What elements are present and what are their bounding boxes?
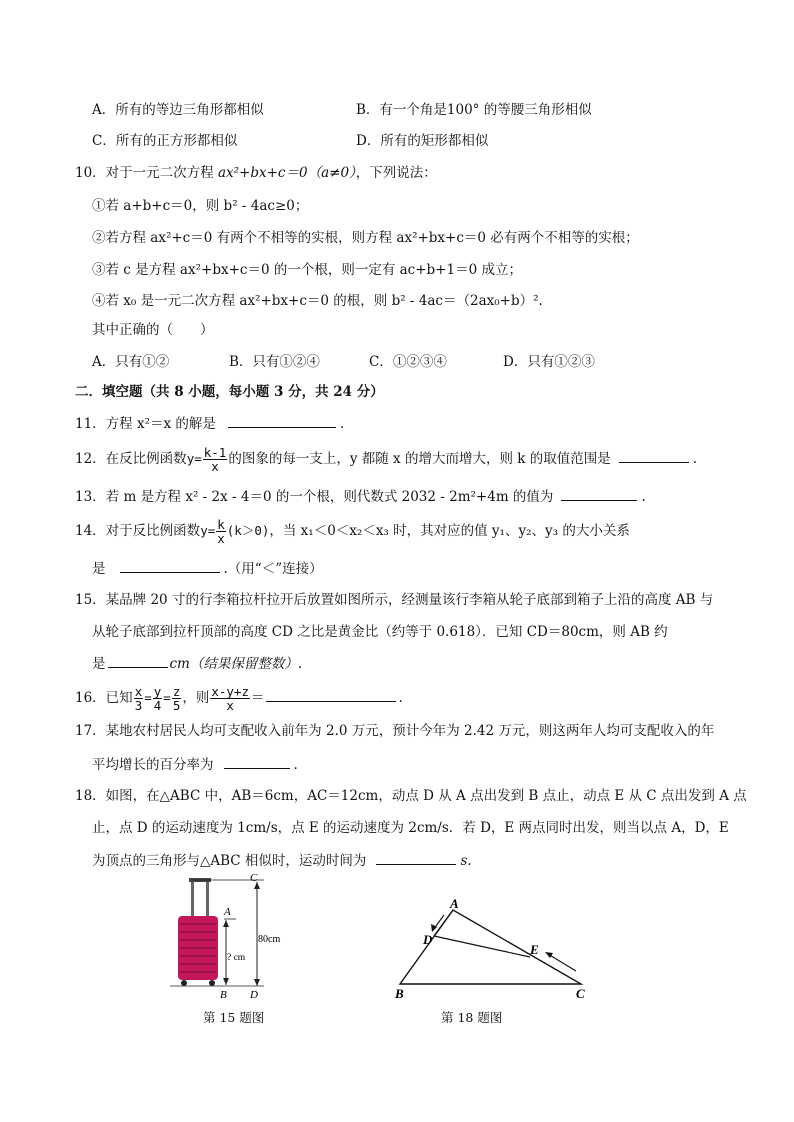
- q14-fraction: [216, 518, 226, 545]
- q12-text-post: 的图象的每一支上，y 都随 x 的增大而增大，则 k 的取值范围是: [228, 451, 611, 467]
- q10-option-c: C．①②③④: [369, 354, 447, 370]
- q14-line2-pre: 是: [92, 561, 106, 577]
- label-d: D: [250, 989, 258, 1001]
- q10-stem-eq: ax²+bx+c＝0（a≠0）: [217, 165, 356, 181]
- q10-ask: 其中正确的（ ）: [92, 322, 214, 338]
- q14-fraction-num: k: [217, 517, 225, 532]
- q12-answer-blank[interactable]: [619, 448, 689, 463]
- suitcase-wheel-left: [181, 980, 187, 986]
- q10-statement-3: ③若 c 是方程 ax²+bx+c＝0 的一个根，则一定有 ac+b+1＝0 成立；: [92, 262, 522, 278]
- q15-answer-blank[interactable]: [108, 653, 168, 668]
- triangle-abc: [400, 910, 581, 984]
- q15-line3-pre: 是: [92, 656, 106, 672]
- q15-line-1: 15．某品牌 20 寸的行李箱拉杆拉开后放置如图所示，经测量该行李箱从轮子底部到箱子上沿的高度 AB 与: [75, 592, 714, 608]
- q14-text-pre: 14．对于反比例函数: [75, 523, 201, 539]
- q14-line-1: [75, 514, 630, 548]
- label-b: B: [220, 989, 227, 1001]
- q14-answer-blank[interactable]: [120, 558, 220, 573]
- q12-fraction-num: k-1: [203, 445, 227, 460]
- q16-equals: ＝: [250, 690, 265, 706]
- q16-text-pre: 16．已知: [75, 690, 133, 706]
- q12-fraction-den: x: [211, 459, 219, 474]
- q12-fraction-lhs: y=: [186, 451, 202, 466]
- q18-line-1: 18．如图，在△ABC 中，AB＝6cm，AC＝12cm，动点 D 从 A 点出发到 B 点止，动点 E 从 C 点出发到 A 点: [75, 788, 747, 804]
- q10-option-d: D．只有①②③: [503, 354, 595, 370]
- q17-line-2: [92, 754, 298, 775]
- q16: 16．已知 $\frac{x}{3}$ = $\frac{y}{4}$ = $\frac{z}{5}$ ，则 $\frac{x-y+z}{x}$ ＝ .: [75, 684, 403, 713]
- q10-stem-post: ，下列说法：: [355, 165, 437, 181]
- label-c: C: [250, 872, 258, 884]
- arrow-e-shaft: [548, 954, 576, 971]
- arrow-e-head: [545, 952, 553, 958]
- q12-end: .: [692, 451, 698, 467]
- q9-option-b: B．有一个角是100° 的等腰三角形相似: [356, 102, 592, 118]
- label-c: C: [576, 986, 585, 1001]
- figure-18-triangle-diagram: [388, 898, 598, 1003]
- label-80cm: 80cm: [258, 934, 281, 945]
- q9-option-c: C．所有的正方形都相似: [92, 133, 238, 149]
- q16-frac-expression: [210, 685, 250, 712]
- q16-frac-z5-den: 5: [172, 698, 181, 713]
- q13-text: 13．若 m 是方程 x² - 2x - 4＝0 的一个根，则代数式 2032 - 2m²+4m 的值为: [75, 489, 554, 505]
- q16-frac-y4: [153, 685, 163, 712]
- q18-line3-post: s.: [460, 853, 472, 869]
- figure-18-caption: 第 18 题图: [441, 1010, 503, 1025]
- q14-line2-post: .（用“＜”连接）: [223, 561, 323, 577]
- q14-fraction-den: x: [217, 531, 225, 546]
- q17-line2-pre: 平均增长的百分率为: [92, 757, 214, 773]
- q16-end: .: [398, 690, 403, 706]
- figure-15-suitcase-diagram: [160, 870, 300, 1002]
- q15-line-2: 从轮子底部到拉杆顶部的高度 CD 之比是黄金比（约等于 0.618）．已知 CD＝80cm，则 AB 约: [92, 624, 668, 640]
- q15-line-3: [92, 653, 302, 674]
- q13: [75, 486, 646, 507]
- q13-answer-blank[interactable]: [561, 486, 637, 501]
- q9-option-a: A．所有的等边三角形都相似: [92, 102, 264, 118]
- q16-frac-x3-den: 3: [134, 698, 143, 713]
- q16-frac-z5: [172, 685, 182, 712]
- q10-option-a: A．只有①②: [92, 354, 170, 370]
- q18-line-3: [92, 850, 472, 871]
- q16-frac-expression-num: x-y+z: [211, 684, 249, 699]
- label-a: A: [450, 898, 459, 911]
- q15-line3-post: cm（结果保留整数）.: [169, 656, 303, 672]
- q16-frac-x3: [134, 685, 144, 712]
- q18-line3-pre: 为顶点的三角形与△ABC 相似时，运动时间为: [92, 853, 367, 869]
- ab-arrow-up: [223, 920, 229, 927]
- q16-text-mid: ，则: [182, 690, 210, 706]
- figure-15-caption: 第 15 题图: [203, 1010, 265, 1025]
- label-e: E: [530, 942, 539, 957]
- q16-answer-blank[interactable]: [266, 687, 396, 702]
- q10-stem: [75, 163, 437, 183]
- q10-statement-2: ②若方程 ax²+c＝0 有两个不相等的实根，则方程 ax²+bx+c＝0 必有两个不相等的实根；: [92, 230, 639, 246]
- q16-frac-y4-num: y: [153, 684, 162, 699]
- q16-frac-expression-den: x: [226, 698, 234, 713]
- q16-frac-y4-den: 4: [153, 698, 162, 713]
- cd-arrow-down: [254, 979, 260, 986]
- q16-frac-x3-num: x: [134, 684, 143, 699]
- q14-condition: (k＞0): [226, 523, 270, 538]
- q12: [75, 442, 697, 476]
- q14-fraction-lhs: y=: [200, 523, 216, 538]
- q10-statement-1: ①若 a+b+c＝0，则 b² - 4ac≥0；: [92, 198, 309, 214]
- q17-line-1: 17．某地农村居民人均可支配收入前年为 2.0 万元，预计今年为 2.42 万元，则这两年人均可支配收入的年: [75, 723, 715, 739]
- q17-line2-post: .: [293, 757, 298, 773]
- q11-end: .: [339, 416, 345, 432]
- q9-option-d: D．所有的矩形都相似: [356, 133, 489, 149]
- suitcase-handle-right: [206, 880, 209, 918]
- label-unknown-cm: ? cm: [227, 953, 246, 963]
- q16-frac-z5-num: z: [172, 684, 181, 699]
- ab-arrow-down: [223, 978, 229, 985]
- q10-option-b: B．只有①②④: [229, 354, 320, 370]
- q18-line-2: 止，点 D 的运动速度为 1cm/s，点 E 的运动速度为 2cm/s．若 D，E 两点同时出发，则当以点 A，D，E: [92, 820, 729, 836]
- suitcase-handle-left: [191, 880, 194, 918]
- q14-text-post: ，当 x₁＜0＜x₂＜x₃ 时，其对应的值 y₁、y₂、y₃ 的大小关系: [269, 523, 630, 539]
- suitcase-wheel-right: [209, 980, 215, 986]
- label-d: D: [423, 932, 433, 947]
- section-heading-fill-blank: 二．填空题（共 8 小题，每小题 3 分，共 24 分）: [75, 384, 384, 400]
- segment-ad: [434, 910, 453, 936]
- q11-text: 11．方程 x²＝x 的解是: [75, 416, 216, 432]
- q17-answer-blank[interactable]: [224, 754, 290, 769]
- q11-answer-blank[interactable]: [228, 413, 336, 428]
- q12-text-pre: 12．在反比例函数: [75, 451, 187, 467]
- q10-stem-pre: 10．对于一元二次方程: [75, 165, 218, 181]
- q10-statement-4: ④若 x₀ 是一元二次方程 ax²+bx+c＝0 的根，则 b² - 4ac＝（2ax₀+b）².: [92, 293, 543, 309]
- label-a: A: [224, 906, 231, 918]
- q14-line-2: [92, 558, 323, 579]
- q13-end: .: [641, 489, 646, 505]
- q11: [75, 413, 344, 434]
- label-b: B: [395, 986, 404, 1001]
- q12-fraction: [203, 446, 228, 473]
- q18-answer-blank[interactable]: [376, 850, 456, 865]
